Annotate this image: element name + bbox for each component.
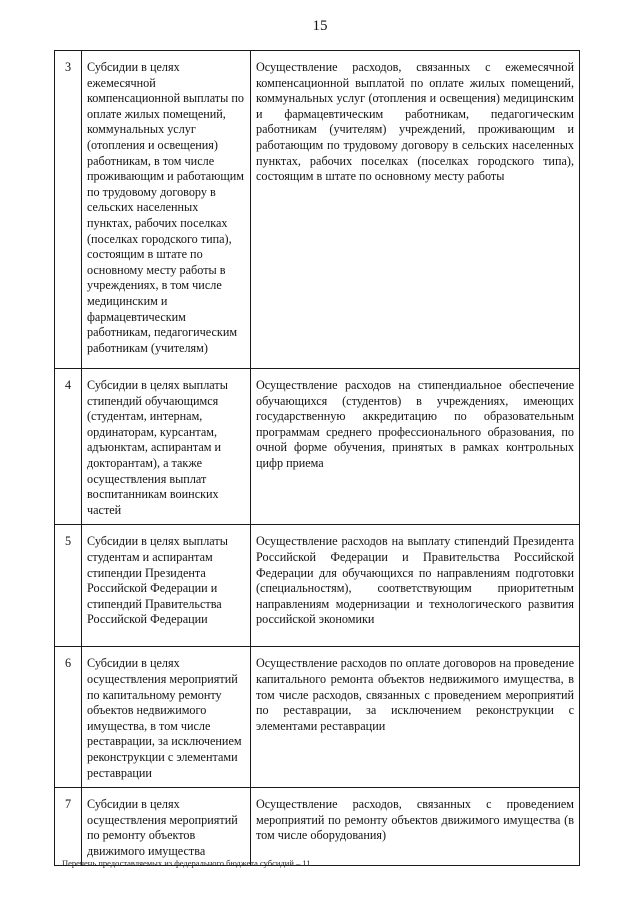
subsidy-description: Осуществление расходов, связанных с проведением мероприятий по ремонту объектов движимого имущества (в том числе оборудования) xyxy=(251,788,580,866)
row-number: 6 xyxy=(55,647,82,788)
subsidy-name: Субсидии в целях осуществления мероприятий по капитальному ремонту объектов недвижимого имущества, в том числе реставрации, за исключением реконструкции с элементами реставрации xyxy=(82,647,251,788)
table-row xyxy=(55,647,580,788)
row-number: 3 xyxy=(55,51,82,369)
subsidy-description: Осуществление расходов на выплату стипендий Президента Российской Федерации и Правительства Российской Федерации для обучающихся по направлениям подготовки (специальностям), соответствующим приоритетным направлениям модернизации и технологического развития российской экономики xyxy=(251,525,580,647)
row-number: 5 xyxy=(55,525,82,647)
table-row xyxy=(55,51,580,369)
table-row xyxy=(55,369,580,525)
subsidy-name: Субсидии в целях выплаты студентам и аспирантам стипендии Президента Российской Федерации и стипендий Правительства Российской Федерации xyxy=(82,525,251,647)
subsidies-table xyxy=(54,50,580,866)
subsidy-name: Субсидии в целях ежемесячной компенсационной выплаты по оплате жилых помещений, коммунальных услуг (отопления и освещения) работникам, в том числе проживающим и работающим по трудовому договору в сельских населенных пунктах, рабочих поселках (поселках городского типа), состоящим в штате по основному месту работы в учреждениях, в том числе медицинским и фармацевтическим работникам, педагогическим работникам (учителям) xyxy=(82,51,251,369)
page-number: 15 xyxy=(312,18,328,34)
footer-note: Перечень предоставляемых из федерального бюджета субсидий – 11 xyxy=(62,858,311,868)
subsidy-name: Субсидии в целях осуществления мероприятий по ремонту объектов движимого имущества xyxy=(82,788,251,866)
row-number: 4 xyxy=(55,369,82,525)
subsidy-description: Осуществление расходов на стипендиальное обеспечение обучающихся (студентов) в учреждениях, имеющих государственную аккредитацию по образовательным программам среднего профессионального образования, по очной форме обучения, принятых в рамках контрольных цифр приема xyxy=(251,369,580,525)
row-number: 7 xyxy=(55,788,82,866)
subsidy-name: Субсидии в целях выплаты стипендий обучающимся (студентам, интернам, ординаторам, курсантам, адъюнктам, аспирантам и докторантам), а также осуществления выплат воспитанникам воинских частей xyxy=(82,369,251,525)
subsidy-description: Осуществление расходов по оплате договоров на проведение капитального ремонта объектов недвижимого имущества, в том числе расходов, связанных с проведением мероприятий по реставрации, за исключением реконструкции с элементами реставрации xyxy=(251,647,580,788)
subsidy-description: Осуществление расходов, связанных с ежемесячной компенсационной выплатой по оплате жилых помещений, коммунальных услуг (отопления и освещения) медицинским и фармацевтическим работникам, педагогическим работникам (учителям) учреждений, проживающим и работающим по трудовому договору в сельских населенных пунктах, рабочих поселках (поселках городского типа), состоящим в штате по основному месту работы xyxy=(251,51,580,369)
table-row xyxy=(55,788,580,866)
table-row xyxy=(55,525,580,647)
